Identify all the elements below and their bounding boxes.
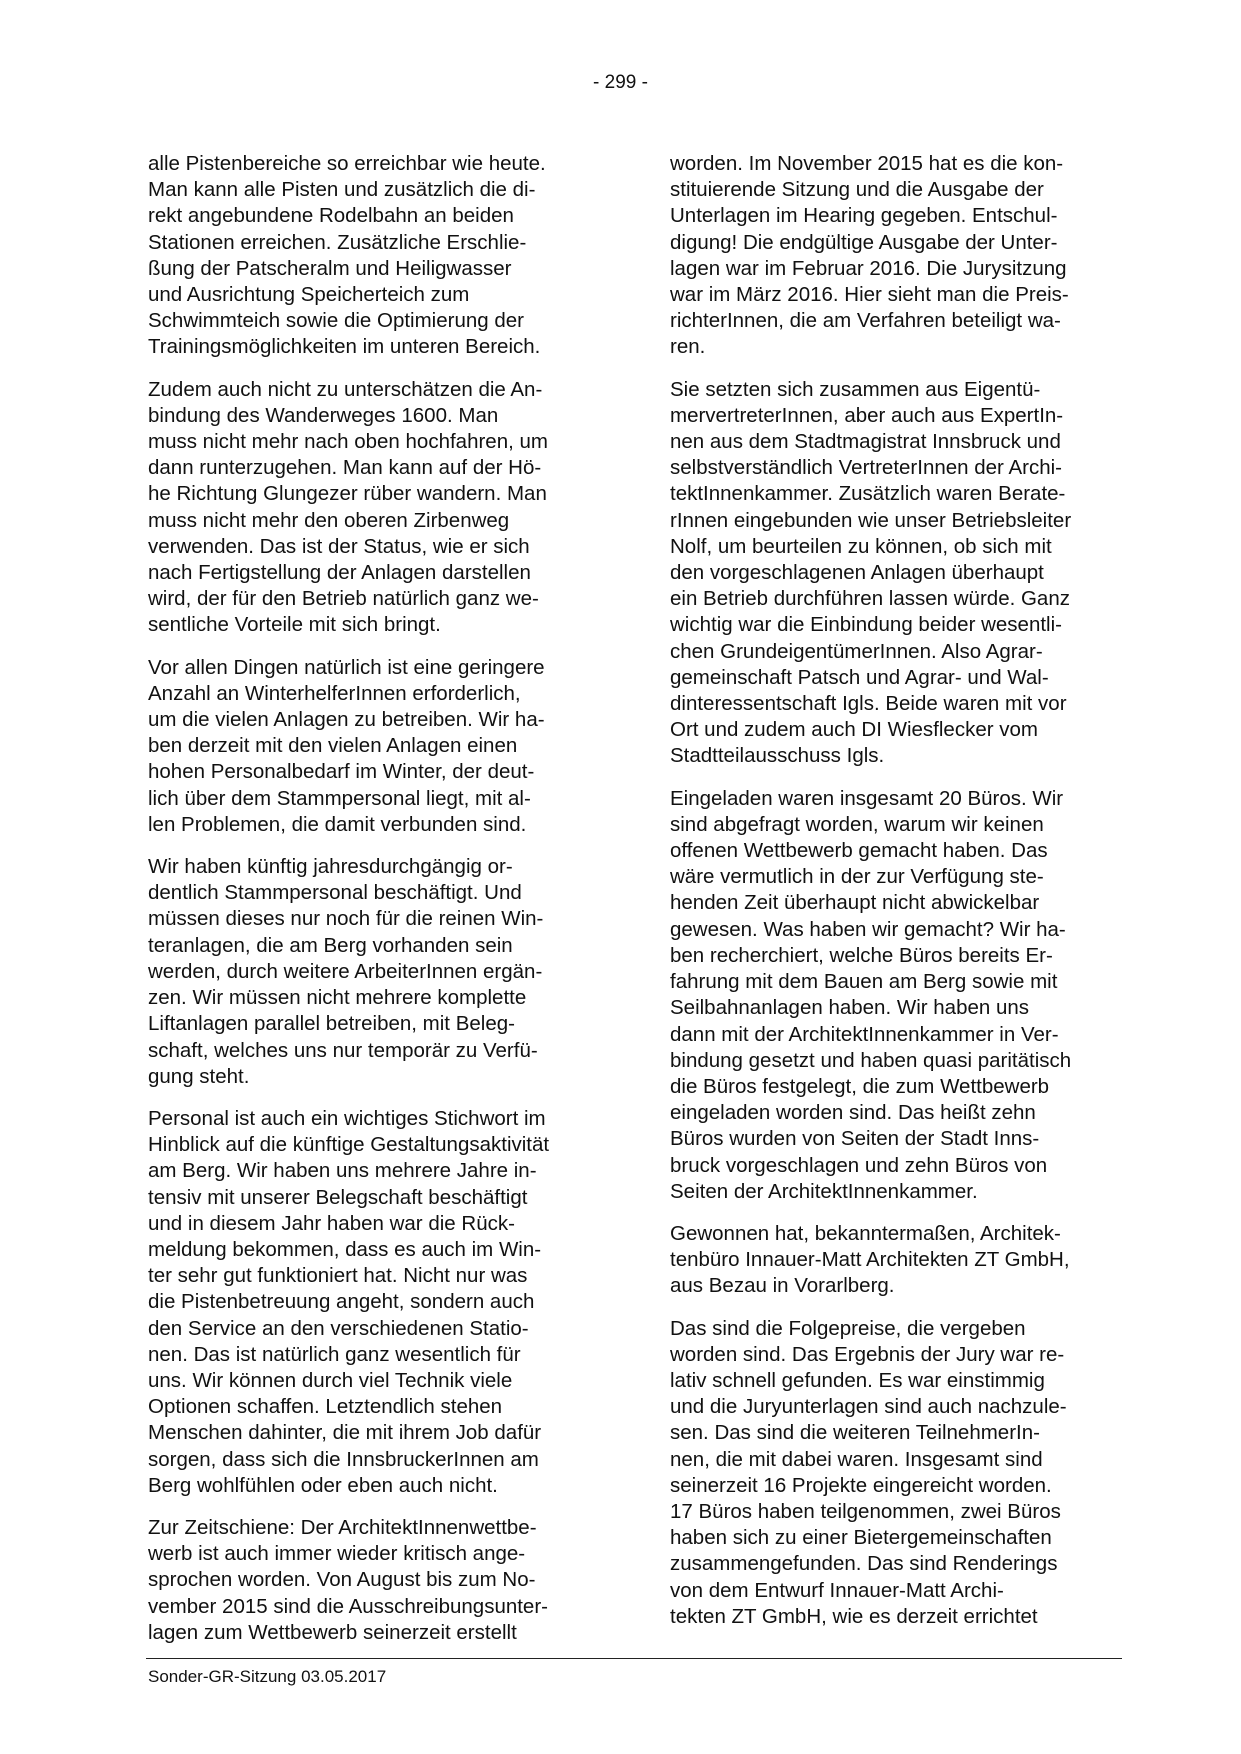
text-line: Seilbahnanlagen haben. Wir haben uns xyxy=(670,996,1030,1020)
text-line: Personal ist auch ein wichtiges Stichwort im xyxy=(148,1106,546,1130)
text-line: stituierende Sitzung und die Ausgabe der xyxy=(670,178,1044,202)
paragraph xyxy=(148,151,600,361)
text-line: uns. Wir können durch viel Technik viele xyxy=(148,1368,513,1392)
text-line: nen, die mit dabei waren. Insgesamt sind xyxy=(670,1447,1043,1471)
text-line: richterInnen, die am Verfahren beteiligt wa- xyxy=(670,309,1061,333)
text-line: wichtig war die Einbindung beider wesentli- xyxy=(670,613,1062,637)
text-line: Trainingsmöglichkeiten im unteren Bereich. xyxy=(148,335,541,359)
paragraph xyxy=(670,786,1122,1205)
text-line: bruck vorgeschlagen und zehn Büros von xyxy=(670,1153,1048,1177)
text-line: Nolf, um beurteilen zu können, ob sich mit xyxy=(670,534,1052,558)
text-line: chen GrundeigentümerInnen. Also Agrar- xyxy=(670,639,1043,663)
text-line: henden Zeit überhaupt nicht abwickelbar xyxy=(670,891,1040,915)
text-line: von dem Entwurf Innauer-Matt Archi- xyxy=(670,1578,1004,1602)
text-line: rInnen eingebunden wie unser Betriebsleiter xyxy=(670,508,1072,532)
text-line: teranlagen, die am Berg vorhanden sein xyxy=(148,933,513,957)
text-line: ren. xyxy=(670,335,706,359)
text-line: lagen zum Wettbewerb seinerzeit erstellt xyxy=(148,1620,517,1644)
text-line: gemeinschaft Patsch und Agrar- und Wal- xyxy=(670,665,1049,689)
left-column xyxy=(148,151,600,1662)
text-line: Ort und zudem auch DI Wiesflecker vom xyxy=(670,718,1038,742)
text-line: Berg wohlfühlen oder eben auch nicht. xyxy=(148,1473,498,1497)
text-line: tekten ZT GmbH, wie es derzeit errichtet xyxy=(670,1604,1038,1628)
text-line: Gewonnen hat, bekanntermaßen, Architek- xyxy=(670,1221,1061,1245)
text-line: len Problemen, die damit verbunden sind. xyxy=(148,812,527,836)
text-line: worden. Im November 2015 hat es die kon- xyxy=(670,152,1064,175)
text-line: tensiv mit unserer Belegschaft beschäftigt xyxy=(148,1185,528,1209)
text-line: Das sind die Folgepreise, die vergeben xyxy=(670,1316,1026,1340)
text-line: ben derzeit mit den vielen Anlagen einen xyxy=(148,734,518,758)
text-line: worden sind. Das Ergebnis der Jury war re- xyxy=(670,1342,1065,1366)
page-number: - 299 - xyxy=(593,72,648,93)
text-line: meldung bekommen, dass es auch im Win- xyxy=(148,1237,542,1261)
text-line: und Ausrichtung Speicherteich zum xyxy=(148,283,470,307)
text-line: muss nicht mehr den oberen Zirbenweg xyxy=(148,508,510,532)
text-line: die Pistenbetreuung angeht, sondern auch xyxy=(148,1290,535,1314)
text-line: selbstverständlich VertreterInnen der Archi- xyxy=(670,456,1062,480)
text-line: Stationen erreichen. Zusätzliche Erschlie- xyxy=(148,230,527,254)
text-line: 17 Büros haben teilgenommen, zwei Büros xyxy=(670,1499,1061,1523)
text-line: digung! Die endgültige Ausgabe der Unter- xyxy=(670,230,1058,254)
text-line: hohen Personalbedarf im Winter, der deut- xyxy=(148,760,535,784)
text-line: den vorgeschlagenen Anlagen überhaupt xyxy=(670,561,1044,585)
text-line: sprochen worden. Von August bis zum No- xyxy=(148,1568,536,1592)
text-line: Vor allen Dingen natürlich ist eine geringere xyxy=(148,655,545,679)
paragraph xyxy=(148,854,600,1090)
text-line: bindung des Wanderweges 1600. Man xyxy=(148,403,499,427)
text-line: lagen war im Februar 2016. Die Jurysitzung xyxy=(670,256,1067,280)
text-line: den Service an den verschiedenen Statio- xyxy=(148,1316,529,1340)
text-line: Anzahl an WinterhelferInnen erforderlich, xyxy=(148,681,521,705)
text-line: schaft, welches uns nur temporär zu Verfü- xyxy=(148,1038,538,1062)
text-line: mervertreterInnen, aber auch aus ExpertIn- xyxy=(670,403,1064,427)
text-line: Hinblick auf die künftige Gestaltungsaktivität xyxy=(148,1133,550,1157)
paragraph xyxy=(670,1316,1122,1630)
footer-session-label: Sonder-GR-Sitzung 03.05.2017 xyxy=(148,1667,387,1686)
text-line: verwenden. Das ist der Status, wie er sich xyxy=(148,534,530,558)
text-line: sentliche Vorteile mit sich bringt. xyxy=(148,613,441,637)
text-line: sind abgefragt worden, warum wir keinen xyxy=(670,812,1044,836)
text-line: fahrung mit dem Bauen am Berg sowie mit xyxy=(670,970,1058,994)
text-line: Eingeladen waren insgesamt 20 Büros. Wir xyxy=(670,786,1064,810)
text-line: müssen dieses nur noch für die reinen Win- xyxy=(148,907,544,931)
text-line: Schwimmteich sowie die Optimierung der xyxy=(148,309,524,333)
text-line: seinerzeit 16 Projekte eingereicht worden. xyxy=(670,1473,1052,1497)
text-line: bindung gesetzt und haben quasi paritätisch xyxy=(670,1048,1072,1072)
text-line: vember 2015 sind die Ausschreibungsunter- xyxy=(148,1594,548,1618)
text-line: sorgen, dass sich die InnsbruckerInnen am xyxy=(148,1447,539,1471)
text-line: sen. Das sind die weiteren TeilnehmerIn- xyxy=(670,1421,1040,1445)
text-line: ben recherchiert, welche Büros bereits Er- xyxy=(670,943,1053,967)
text-line: zusammengefunden. Das sind Renderings xyxy=(670,1552,1058,1576)
text-line: nach Fertigstellung der Anlagen darstellen xyxy=(148,561,531,585)
text-line: aus Bezau in Vorarlberg. xyxy=(670,1274,895,1298)
text-line: alle Pistenbereiche so erreichbar wie heute. xyxy=(148,152,546,175)
text-line: Seiten der ArchitektInnenkammer. xyxy=(670,1179,978,1203)
text-line: Sie setzten sich zusammen aus Eigentü- xyxy=(670,377,1041,401)
text-line: tenbüro Innauer-Matt Architekten ZT GmbH, xyxy=(670,1248,1070,1272)
text-line: Zudem auch nicht zu unterschätzen die An- xyxy=(148,377,543,401)
text-line: nen aus dem Stadtmagistrat Innsbruck und xyxy=(670,430,1061,454)
text-line: Optionen schaffen. Letztendlich stehen xyxy=(148,1395,503,1419)
text-line: dentlich Stammpersonal beschäftigt. Und xyxy=(148,881,522,905)
text-line: zen. Wir müssen nicht mehrere komplette xyxy=(148,986,527,1010)
paragraph xyxy=(148,655,600,838)
text-line: ter sehr gut funktioniert hat. Nicht nur was xyxy=(148,1264,528,1288)
text-line: wird, der für den Betrieb natürlich ganz we- xyxy=(148,587,539,611)
right-column xyxy=(670,151,1122,1646)
text-line: muss nicht mehr nach oben hochfahren, um xyxy=(148,430,548,454)
text-line: tektInnenkammer. Zusätzlich waren Berate- xyxy=(670,482,1066,506)
text-line: rekt angebundene Rodelbahn an beiden xyxy=(148,204,514,228)
text-line: Liftanlagen parallel betreiben, mit Beleg- xyxy=(148,1012,515,1036)
text-line: he Richtung Glungezer rüber wandern. Man xyxy=(148,482,547,506)
text-line: Menschen dahinter, die mit ihrem Job dafür xyxy=(148,1421,542,1445)
text-line: Man kann alle Pisten und zusätzlich die di- xyxy=(148,178,536,202)
paragraph xyxy=(670,377,1122,770)
text-line: werb ist auch immer wieder kritisch ange- xyxy=(148,1542,526,1566)
text-line: dinteressentschaft Igls. Beide waren mit vor xyxy=(670,692,1067,716)
text-line: Zur Zeitschiene: Der ArchitektInnenwettbe- xyxy=(148,1515,537,1539)
text-line: wäre vermutlich in der zur Verfügung ste- xyxy=(670,865,1044,889)
footer-divider xyxy=(146,1658,1122,1659)
paragraph xyxy=(148,377,600,639)
paragraph xyxy=(670,1221,1122,1300)
text-line: nen. Das ist natürlich ganz wesentlich für xyxy=(148,1342,521,1366)
text-line: und in diesem Jahr haben war die Rück- xyxy=(148,1211,515,1235)
text-line: Wir haben künftig jahresdurchgängig or- xyxy=(148,855,513,879)
text-line: um die vielen Anlagen zu betreiben. Wir ha- xyxy=(148,708,545,732)
text-line: ein Betrieb durchführen lassen würde. Ganz xyxy=(670,587,1070,611)
paragraph xyxy=(148,1106,600,1499)
text-line: Unterlagen im Hearing gegeben. Entschul- xyxy=(670,204,1058,228)
paragraph xyxy=(148,1515,600,1646)
text-line: Büros wurden von Seiten der Stadt Inns- xyxy=(670,1127,1040,1151)
text-line: am Berg. Wir haben uns mehrere Jahre in- xyxy=(148,1159,537,1183)
text-line: offenen Wettbewerb gemacht haben. Das xyxy=(670,839,1048,863)
text-line: ßung der Patscheralm und Heiligwasser xyxy=(148,256,512,280)
text-line: haben sich zu einer Bietergemeinschaften xyxy=(670,1526,1052,1550)
text-line: gewesen. Was haben wir gemacht? Wir ha- xyxy=(670,917,1066,941)
text-line: dann runterzugehen. Man kann auf der Hö- xyxy=(148,456,542,480)
text-line: eingeladen worden sind. Das heißt zehn xyxy=(670,1101,1036,1125)
text-line: lativ schnell gefunden. Es war einstimmig xyxy=(670,1368,1045,1392)
text-line: und die Juryunterlagen sind auch nachzule- xyxy=(670,1395,1067,1419)
text-line: die Büros festgelegt, die zum Wettbewerb xyxy=(670,1074,1050,1098)
text-line: dann mit der ArchitektInnenkammer in Ver- xyxy=(670,1022,1059,1046)
text-line: gung steht. xyxy=(148,1064,250,1088)
text-line: Stadtteilausschuss Igls. xyxy=(670,744,885,768)
paragraph xyxy=(670,151,1122,361)
text-line: war im März 2016. Hier sieht man die Preis- xyxy=(670,283,1069,307)
text-line: werden, durch weitere ArbeiterInnen ergän- xyxy=(148,959,543,983)
text-line: lich über dem Stammpersonal liegt, mit al- xyxy=(148,786,531,810)
